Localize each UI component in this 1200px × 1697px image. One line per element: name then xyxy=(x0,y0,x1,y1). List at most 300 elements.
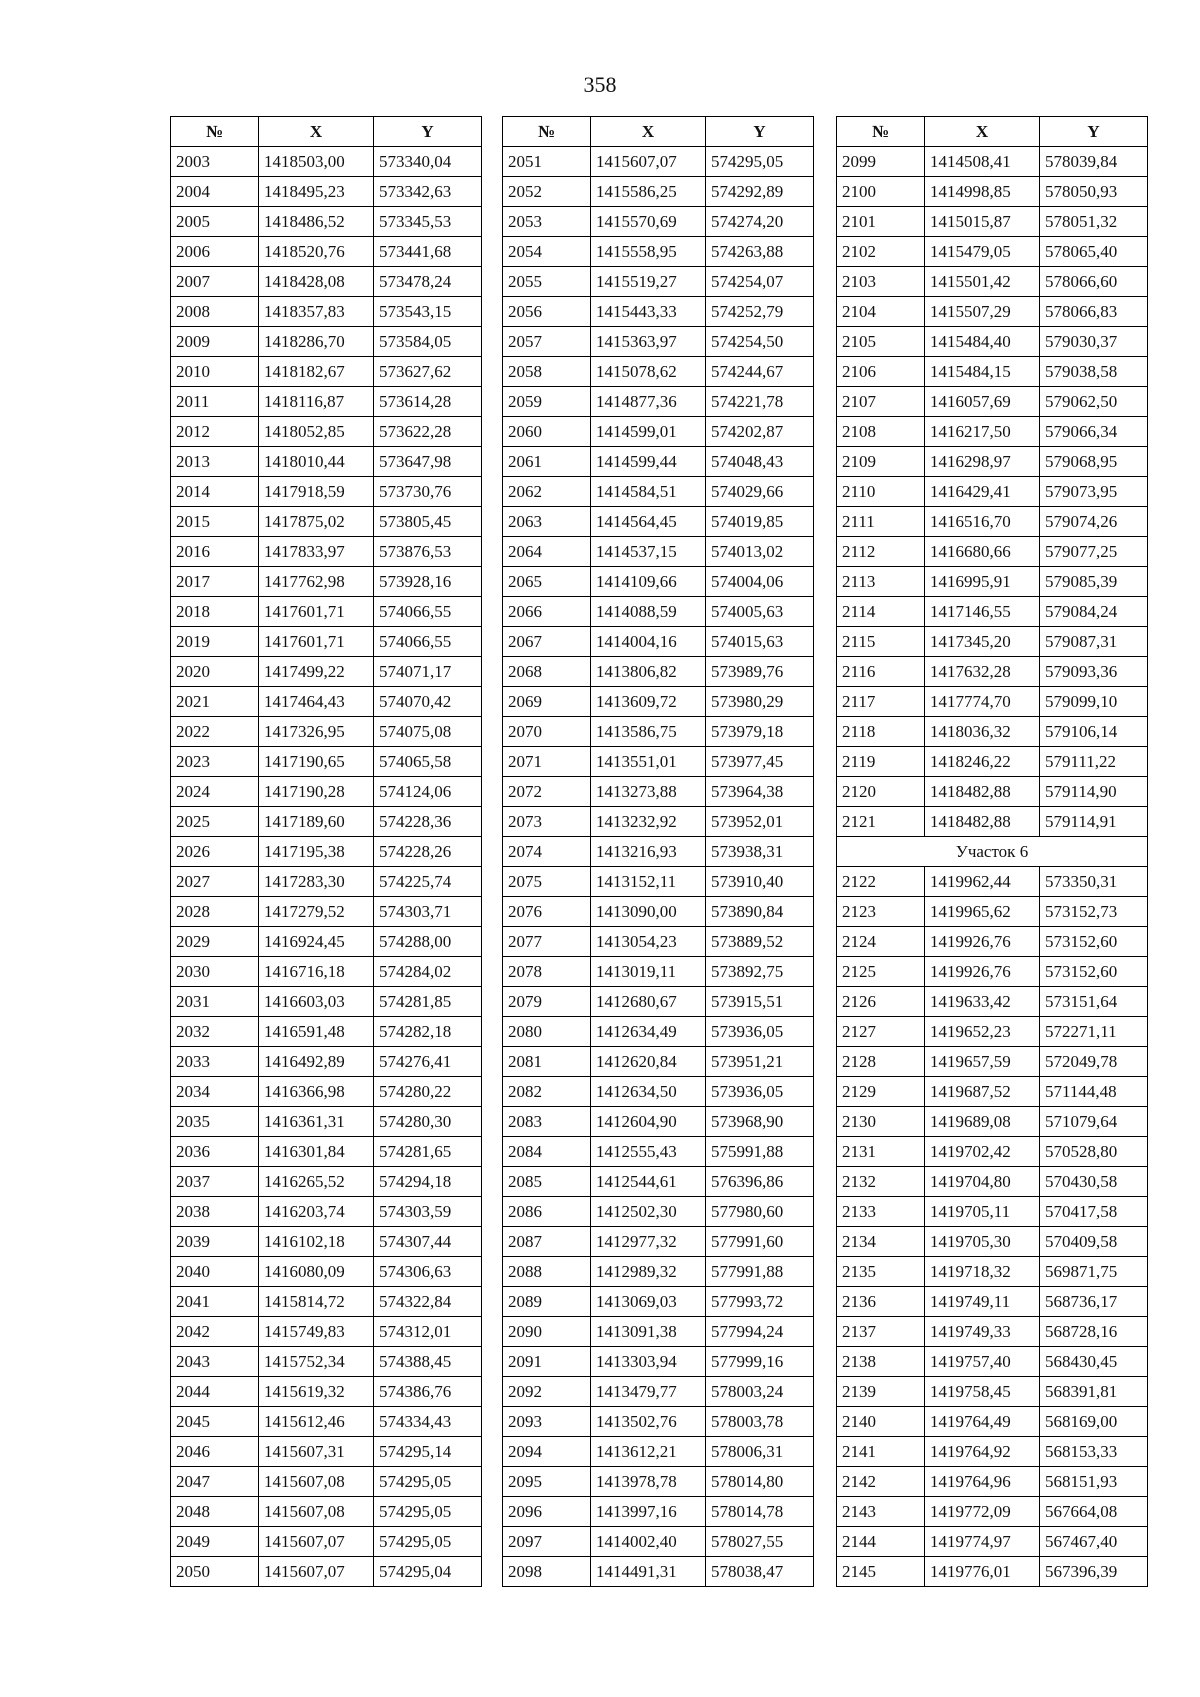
point-number-cell: 2019 xyxy=(171,627,259,657)
table-row xyxy=(171,747,482,777)
table-row xyxy=(171,1467,482,1497)
y-coordinate-cell: 573952,01 xyxy=(706,807,814,837)
y-coordinate-cell: 578003,78 xyxy=(706,1407,814,1437)
table-row xyxy=(837,1467,1148,1497)
x-coordinate-cell: 1416301,84 xyxy=(259,1137,374,1167)
y-coordinate-cell: 573951,21 xyxy=(706,1047,814,1077)
point-number-cell: 2105 xyxy=(837,327,925,357)
point-number-cell: 2083 xyxy=(503,1107,591,1137)
x-coordinate-cell: 1419926,76 xyxy=(925,927,1040,957)
point-number-cell: 2097 xyxy=(503,1527,591,1557)
point-number-cell: 2059 xyxy=(503,387,591,417)
x-coordinate-cell: 1417601,71 xyxy=(259,627,374,657)
table-row xyxy=(171,387,482,417)
y-coordinate-cell: 568153,33 xyxy=(1040,1437,1148,1467)
point-number-cell: 2008 xyxy=(171,297,259,327)
x-coordinate-cell: 1414998,85 xyxy=(925,177,1040,207)
x-coordinate-cell: 1419774,97 xyxy=(925,1527,1040,1557)
x-coordinate-cell: 1416217,50 xyxy=(925,417,1040,447)
point-number-cell: 2030 xyxy=(171,957,259,987)
x-coordinate-cell: 1415607,07 xyxy=(259,1557,374,1587)
table-row xyxy=(503,927,814,957)
table-row xyxy=(171,477,482,507)
x-coordinate-cell: 1414004,16 xyxy=(591,627,706,657)
x-coordinate-cell: 1413806,82 xyxy=(591,657,706,687)
point-number-cell: 2076 xyxy=(503,897,591,927)
x-coordinate-cell: 1413303,94 xyxy=(591,1347,706,1377)
point-number-cell: 2075 xyxy=(503,867,591,897)
point-number-cell: 2038 xyxy=(171,1197,259,1227)
table-row xyxy=(837,1407,1148,1437)
table-header-row xyxy=(837,117,1148,147)
table-row xyxy=(171,627,482,657)
point-number-cell: 2104 xyxy=(837,297,925,327)
table-row xyxy=(171,207,482,237)
x-coordinate-cell: 1414002,40 xyxy=(591,1527,706,1557)
table-row xyxy=(171,357,482,387)
x-coordinate-cell: 1416492,89 xyxy=(259,1047,374,1077)
table-row xyxy=(171,417,482,447)
point-number-cell: 2139 xyxy=(837,1377,925,1407)
y-coordinate-cell: 571079,64 xyxy=(1040,1107,1148,1137)
x-coordinate-cell: 1419657,59 xyxy=(925,1047,1040,1077)
column-header-number: № xyxy=(837,117,925,147)
table-row xyxy=(503,1197,814,1227)
y-coordinate-cell: 574202,87 xyxy=(706,417,814,447)
table-row xyxy=(503,627,814,657)
x-coordinate-cell: 1413612,21 xyxy=(591,1437,706,1467)
y-coordinate-cell: 568728,16 xyxy=(1040,1317,1148,1347)
table-row xyxy=(171,687,482,717)
column-header-number: № xyxy=(171,117,259,147)
y-coordinate-cell: 579106,14 xyxy=(1040,717,1148,747)
x-coordinate-cell: 1417774,70 xyxy=(925,687,1040,717)
y-coordinate-cell: 574280,30 xyxy=(374,1107,482,1137)
y-coordinate-cell: 579068,95 xyxy=(1040,447,1148,477)
table-row xyxy=(503,177,814,207)
point-number-cell: 2077 xyxy=(503,927,591,957)
x-coordinate-cell: 1417345,20 xyxy=(925,627,1040,657)
table-row xyxy=(837,147,1148,177)
point-number-cell: 2057 xyxy=(503,327,591,357)
point-number-cell: 2090 xyxy=(503,1317,591,1347)
point-number-cell: 2073 xyxy=(503,807,591,837)
x-coordinate-cell: 1417279,52 xyxy=(259,897,374,927)
table-row xyxy=(171,1137,482,1167)
y-coordinate-cell: 571144,48 xyxy=(1040,1077,1148,1107)
point-number-cell: 2132 xyxy=(837,1167,925,1197)
table-row xyxy=(171,447,482,477)
y-coordinate-cell: 574252,79 xyxy=(706,297,814,327)
point-number-cell: 2028 xyxy=(171,897,259,927)
x-coordinate-cell: 1412544,61 xyxy=(591,1167,706,1197)
point-number-cell: 2015 xyxy=(171,507,259,537)
y-coordinate-cell: 570528,80 xyxy=(1040,1137,1148,1167)
point-number-cell: 2033 xyxy=(171,1047,259,1077)
x-coordinate-cell: 1419749,11 xyxy=(925,1287,1040,1317)
y-coordinate-cell: 577993,72 xyxy=(706,1287,814,1317)
y-coordinate-cell: 573730,76 xyxy=(374,477,482,507)
y-coordinate-cell: 574388,45 xyxy=(374,1347,482,1377)
x-coordinate-cell: 1413152,11 xyxy=(591,867,706,897)
table-row xyxy=(171,1437,482,1467)
table-row xyxy=(837,807,1148,837)
table-row xyxy=(837,537,1148,567)
table-row xyxy=(837,717,1148,747)
x-coordinate-cell: 1418520,76 xyxy=(259,237,374,267)
table-row xyxy=(503,807,814,837)
y-coordinate-cell: 579114,91 xyxy=(1040,807,1148,837)
y-coordinate-cell: 573342,63 xyxy=(374,177,482,207)
x-coordinate-cell: 1419702,42 xyxy=(925,1137,1040,1167)
x-coordinate-cell: 1418286,70 xyxy=(259,327,374,357)
table-row xyxy=(171,1257,482,1287)
y-coordinate-cell: 574066,55 xyxy=(374,627,482,657)
point-number-cell: 2116 xyxy=(837,657,925,687)
table-row xyxy=(837,777,1148,807)
table-row xyxy=(837,657,1148,687)
x-coordinate-cell: 1419633,42 xyxy=(925,987,1040,1017)
section-row xyxy=(837,837,1148,867)
point-number-cell: 2101 xyxy=(837,207,925,237)
table-row xyxy=(837,327,1148,357)
y-coordinate-cell: 578050,93 xyxy=(1040,177,1148,207)
x-coordinate-cell: 1415607,31 xyxy=(259,1437,374,1467)
table-row xyxy=(503,147,814,177)
x-coordinate-cell: 1413502,76 xyxy=(591,1407,706,1437)
column-header-x: X xyxy=(591,117,706,147)
point-number-cell: 2079 xyxy=(503,987,591,1017)
point-number-cell: 2031 xyxy=(171,987,259,1017)
y-coordinate-cell: 578003,24 xyxy=(706,1377,814,1407)
y-coordinate-cell: 573977,45 xyxy=(706,747,814,777)
point-number-cell: 2089 xyxy=(503,1287,591,1317)
y-coordinate-cell: 574263,88 xyxy=(706,237,814,267)
y-coordinate-cell: 573151,64 xyxy=(1040,987,1148,1017)
y-coordinate-cell: 569871,75 xyxy=(1040,1257,1148,1287)
y-coordinate-cell: 574280,22 xyxy=(374,1077,482,1107)
table-row xyxy=(837,417,1148,447)
y-coordinate-cell: 570409,58 xyxy=(1040,1227,1148,1257)
table-row xyxy=(171,327,482,357)
table-row xyxy=(503,1527,814,1557)
point-number-cell: 2087 xyxy=(503,1227,591,1257)
table-row xyxy=(837,1257,1148,1287)
x-coordinate-cell: 1416203,74 xyxy=(259,1197,374,1227)
y-coordinate-cell: 577991,60 xyxy=(706,1227,814,1257)
x-coordinate-cell: 1417875,02 xyxy=(259,507,374,537)
y-coordinate-cell: 575991,88 xyxy=(706,1137,814,1167)
y-coordinate-cell: 568736,17 xyxy=(1040,1287,1148,1317)
x-coordinate-cell: 1418428,08 xyxy=(259,267,374,297)
table-row xyxy=(837,507,1148,537)
table-row xyxy=(503,1407,814,1437)
x-coordinate-cell: 1413273,88 xyxy=(591,777,706,807)
x-coordinate-cell: 1413232,92 xyxy=(591,807,706,837)
point-number-cell: 2107 xyxy=(837,387,925,417)
y-coordinate-cell: 568430,45 xyxy=(1040,1347,1148,1377)
y-coordinate-cell: 573345,53 xyxy=(374,207,482,237)
table-row xyxy=(837,567,1148,597)
y-coordinate-cell: 574386,76 xyxy=(374,1377,482,1407)
y-coordinate-cell: 573441,68 xyxy=(374,237,482,267)
y-coordinate-cell: 574228,26 xyxy=(374,837,482,867)
point-number-cell: 2070 xyxy=(503,717,591,747)
y-coordinate-cell: 573892,75 xyxy=(706,957,814,987)
table-row xyxy=(171,927,482,957)
y-coordinate-cell: 574065,58 xyxy=(374,747,482,777)
y-coordinate-cell: 574284,02 xyxy=(374,957,482,987)
table-row xyxy=(503,207,814,237)
x-coordinate-cell: 1415607,08 xyxy=(259,1497,374,1527)
x-coordinate-cell: 1419926,76 xyxy=(925,957,1040,987)
x-coordinate-cell: 1415484,15 xyxy=(925,357,1040,387)
table-row xyxy=(171,1377,482,1407)
table-row xyxy=(837,1047,1148,1077)
point-number-cell: 2063 xyxy=(503,507,591,537)
x-coordinate-cell: 1417283,30 xyxy=(259,867,374,897)
table-row xyxy=(837,1347,1148,1377)
table-row xyxy=(171,1077,482,1107)
y-coordinate-cell: 573989,76 xyxy=(706,657,814,687)
point-number-cell: 2052 xyxy=(503,177,591,207)
table-row xyxy=(171,717,482,747)
table-row xyxy=(503,447,814,477)
table-row xyxy=(171,1287,482,1317)
y-coordinate-cell: 574295,05 xyxy=(374,1527,482,1557)
table-row xyxy=(503,1137,814,1167)
table-row xyxy=(171,657,482,687)
y-coordinate-cell: 573876,53 xyxy=(374,537,482,567)
y-coordinate-cell: 573340,04 xyxy=(374,147,482,177)
point-number-cell: 2128 xyxy=(837,1047,925,1077)
table-row xyxy=(171,1167,482,1197)
y-coordinate-cell: 573964,38 xyxy=(706,777,814,807)
point-number-cell: 2109 xyxy=(837,447,925,477)
x-coordinate-cell: 1415607,08 xyxy=(259,1467,374,1497)
x-coordinate-cell: 1413586,75 xyxy=(591,717,706,747)
table-row xyxy=(503,387,814,417)
y-coordinate-cell: 578038,47 xyxy=(706,1557,814,1587)
point-number-cell: 2020 xyxy=(171,657,259,687)
point-number-cell: 2010 xyxy=(171,357,259,387)
y-coordinate-cell: 573622,28 xyxy=(374,417,482,447)
point-number-cell: 2100 xyxy=(837,177,925,207)
point-number-cell: 2138 xyxy=(837,1347,925,1377)
y-coordinate-cell: 574254,07 xyxy=(706,267,814,297)
x-coordinate-cell: 1414599,01 xyxy=(591,417,706,447)
x-coordinate-cell: 1413978,78 xyxy=(591,1467,706,1497)
table-row xyxy=(503,1077,814,1107)
y-coordinate-cell: 579077,25 xyxy=(1040,537,1148,567)
table-row xyxy=(503,237,814,267)
y-coordinate-cell: 577999,16 xyxy=(706,1347,814,1377)
x-coordinate-cell: 1415507,29 xyxy=(925,297,1040,327)
x-coordinate-cell: 1417918,59 xyxy=(259,477,374,507)
table-row xyxy=(171,177,482,207)
point-number-cell: 2037 xyxy=(171,1167,259,1197)
y-coordinate-cell: 573805,45 xyxy=(374,507,482,537)
table-row xyxy=(503,297,814,327)
table-row xyxy=(171,537,482,567)
x-coordinate-cell: 1417190,28 xyxy=(259,777,374,807)
table-row xyxy=(503,867,814,897)
point-number-cell: 2064 xyxy=(503,537,591,567)
x-coordinate-cell: 1418482,88 xyxy=(925,807,1040,837)
y-coordinate-cell: 574244,67 xyxy=(706,357,814,387)
table-row xyxy=(503,957,814,987)
y-coordinate-cell: 573890,84 xyxy=(706,897,814,927)
table-row xyxy=(837,1077,1148,1107)
table-row xyxy=(503,1347,814,1377)
table-row xyxy=(837,627,1148,657)
point-number-cell: 2014 xyxy=(171,477,259,507)
point-number-cell: 2041 xyxy=(171,1287,259,1317)
point-number-cell: 2084 xyxy=(503,1137,591,1167)
table-row xyxy=(503,1497,814,1527)
x-coordinate-cell: 1413054,23 xyxy=(591,927,706,957)
point-number-cell: 2086 xyxy=(503,1197,591,1227)
x-coordinate-cell: 1419705,30 xyxy=(925,1227,1040,1257)
point-number-cell: 2027 xyxy=(171,867,259,897)
point-number-cell: 2050 xyxy=(171,1557,259,1587)
x-coordinate-cell: 1419776,01 xyxy=(925,1557,1040,1587)
point-number-cell: 2085 xyxy=(503,1167,591,1197)
x-coordinate-cell: 1412502,30 xyxy=(591,1197,706,1227)
point-number-cell: 2066 xyxy=(503,597,591,627)
table-row xyxy=(837,867,1148,897)
point-number-cell: 2078 xyxy=(503,957,591,987)
table-row xyxy=(171,1107,482,1137)
x-coordinate-cell: 1416298,97 xyxy=(925,447,1040,477)
point-number-cell: 2113 xyxy=(837,567,925,597)
point-number-cell: 2071 xyxy=(503,747,591,777)
y-coordinate-cell: 574225,74 xyxy=(374,867,482,897)
y-coordinate-cell: 574303,71 xyxy=(374,897,482,927)
y-coordinate-cell: 574307,44 xyxy=(374,1227,482,1257)
point-number-cell: 2143 xyxy=(837,1497,925,1527)
x-coordinate-cell: 1412604,90 xyxy=(591,1107,706,1137)
x-coordinate-cell: 1415612,46 xyxy=(259,1407,374,1437)
column-header-y: Y xyxy=(374,117,482,147)
column-header-y: Y xyxy=(1040,117,1148,147)
y-coordinate-cell: 574029,66 xyxy=(706,477,814,507)
y-coordinate-cell: 573543,15 xyxy=(374,297,482,327)
table-row xyxy=(503,357,814,387)
point-number-cell: 2006 xyxy=(171,237,259,267)
table-row xyxy=(837,357,1148,387)
point-number-cell: 2106 xyxy=(837,357,925,387)
table-row xyxy=(837,387,1148,417)
y-coordinate-cell: 578051,32 xyxy=(1040,207,1148,237)
x-coordinate-cell: 1417762,98 xyxy=(259,567,374,597)
point-number-cell: 2054 xyxy=(503,237,591,267)
y-coordinate-cell: 576396,86 xyxy=(706,1167,814,1197)
table-row xyxy=(503,267,814,297)
point-number-cell: 2043 xyxy=(171,1347,259,1377)
point-number-cell: 2035 xyxy=(171,1107,259,1137)
y-coordinate-cell: 579099,10 xyxy=(1040,687,1148,717)
x-coordinate-cell: 1416265,52 xyxy=(259,1167,374,1197)
y-coordinate-cell: 573980,29 xyxy=(706,687,814,717)
table-row xyxy=(837,687,1148,717)
point-number-cell: 2025 xyxy=(171,807,259,837)
point-number-cell: 2131 xyxy=(837,1137,925,1167)
table-row xyxy=(503,1047,814,1077)
y-coordinate-cell: 577991,88 xyxy=(706,1257,814,1287)
point-number-cell: 2082 xyxy=(503,1077,591,1107)
x-coordinate-cell: 1418357,83 xyxy=(259,297,374,327)
table-row xyxy=(837,477,1148,507)
x-coordinate-cell: 1417499,22 xyxy=(259,657,374,687)
x-coordinate-cell: 1414491,31 xyxy=(591,1557,706,1587)
table-row xyxy=(171,987,482,1017)
x-coordinate-cell: 1416716,18 xyxy=(259,957,374,987)
x-coordinate-cell: 1417464,43 xyxy=(259,687,374,717)
point-number-cell: 2123 xyxy=(837,897,925,927)
y-coordinate-cell: 570417,58 xyxy=(1040,1197,1148,1227)
y-coordinate-cell: 570430,58 xyxy=(1040,1167,1148,1197)
x-coordinate-cell: 1416603,03 xyxy=(259,987,374,1017)
x-coordinate-cell: 1413479,77 xyxy=(591,1377,706,1407)
x-coordinate-cell: 1412634,49 xyxy=(591,1017,706,1047)
x-coordinate-cell: 1415619,32 xyxy=(259,1377,374,1407)
y-coordinate-cell: 573647,98 xyxy=(374,447,482,477)
y-coordinate-cell: 573889,52 xyxy=(706,927,814,957)
y-coordinate-cell: 574274,20 xyxy=(706,207,814,237)
table-row xyxy=(837,1197,1148,1227)
x-coordinate-cell: 1416680,66 xyxy=(925,537,1040,567)
table-row xyxy=(837,1107,1148,1137)
point-number-cell: 2032 xyxy=(171,1017,259,1047)
x-coordinate-cell: 1419689,08 xyxy=(925,1107,1040,1137)
point-number-cell: 2081 xyxy=(503,1047,591,1077)
table-row xyxy=(171,267,482,297)
point-number-cell: 2108 xyxy=(837,417,925,447)
x-coordinate-cell: 1416366,98 xyxy=(259,1077,374,1107)
y-coordinate-cell: 574282,18 xyxy=(374,1017,482,1047)
x-coordinate-cell: 1412620,84 xyxy=(591,1047,706,1077)
table-row xyxy=(837,957,1148,987)
point-number-cell: 2026 xyxy=(171,837,259,867)
x-coordinate-cell: 1415814,72 xyxy=(259,1287,374,1317)
x-coordinate-cell: 1418182,67 xyxy=(259,357,374,387)
y-coordinate-cell: 573910,40 xyxy=(706,867,814,897)
x-coordinate-cell: 1419758,45 xyxy=(925,1377,1040,1407)
table-row xyxy=(171,897,482,927)
point-number-cell: 2091 xyxy=(503,1347,591,1377)
table-row xyxy=(837,1377,1148,1407)
table-row xyxy=(503,1557,814,1587)
table-header-row xyxy=(171,117,482,147)
y-coordinate-cell: 574070,42 xyxy=(374,687,482,717)
table-row xyxy=(837,297,1148,327)
y-coordinate-cell: 574281,65 xyxy=(374,1137,482,1167)
table-row xyxy=(171,1407,482,1437)
x-coordinate-cell: 1419749,33 xyxy=(925,1317,1040,1347)
y-coordinate-cell: 579030,37 xyxy=(1040,327,1148,357)
y-coordinate-cell: 573968,90 xyxy=(706,1107,814,1137)
y-coordinate-cell: 574019,85 xyxy=(706,507,814,537)
y-coordinate-cell: 574015,63 xyxy=(706,627,814,657)
y-coordinate-cell: 574295,05 xyxy=(374,1467,482,1497)
x-coordinate-cell: 1415363,97 xyxy=(591,327,706,357)
point-number-cell: 2072 xyxy=(503,777,591,807)
y-coordinate-cell: 574228,36 xyxy=(374,807,482,837)
table-row xyxy=(837,597,1148,627)
table-row xyxy=(171,237,482,267)
point-number-cell: 2099 xyxy=(837,147,925,177)
